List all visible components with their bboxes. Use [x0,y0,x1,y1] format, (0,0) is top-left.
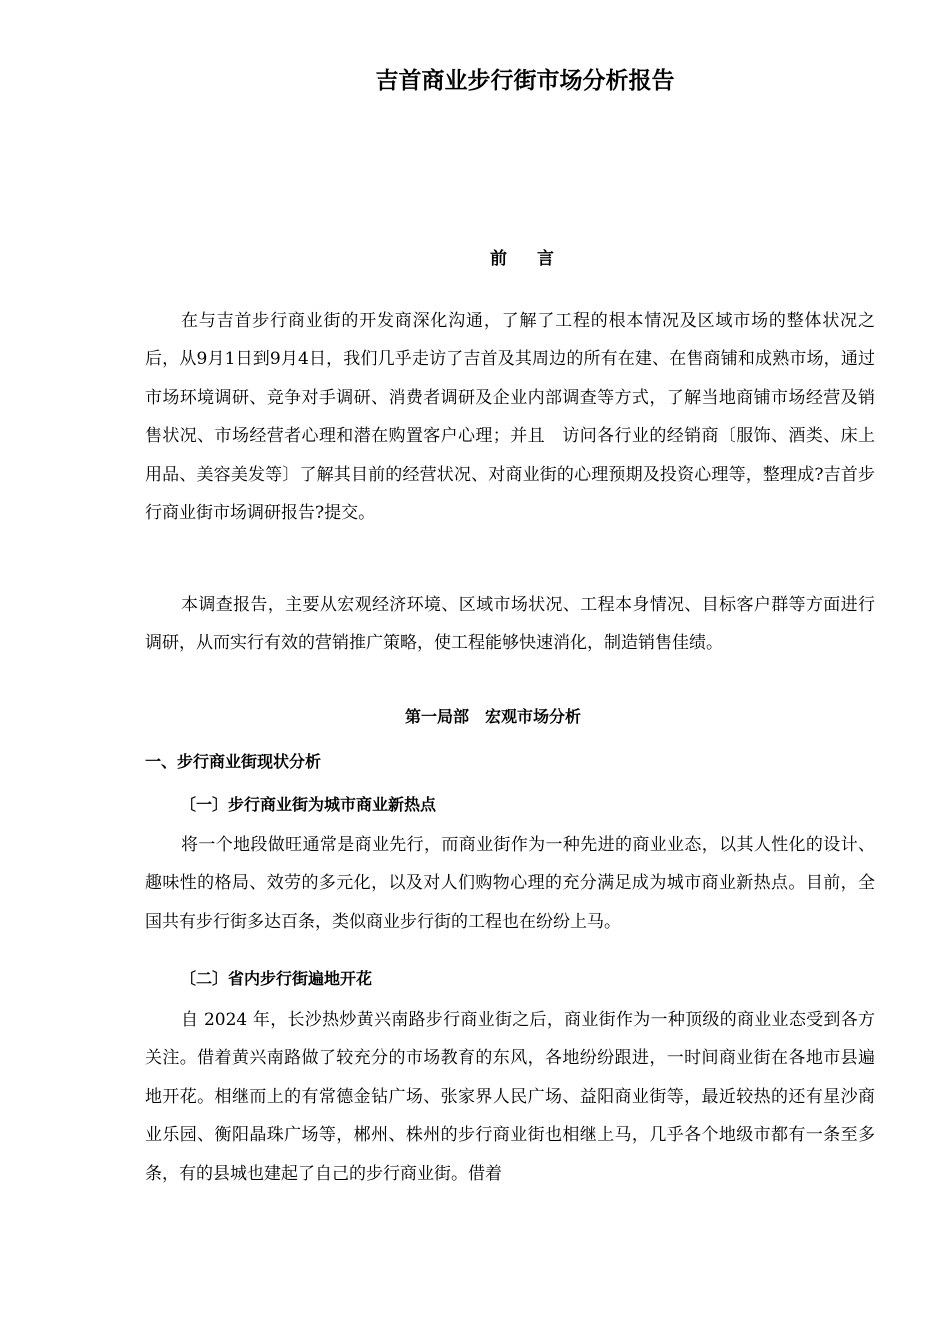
part-heading: 第一局部 宏观市场分析 [405,707,582,726]
preface-heading: 前言 [490,249,584,269]
subsection-2-heading: 〔二〕省内步行街遍地开花 [180,969,373,988]
preface-paragraph-1: 在与吉首步行商业街的开发商深化沟通，了解了工程的根本情况及区域市场的整体状况之后，从9月1日到9月4日，我们几乎走访了吉首及其周边的所有在建、在售商铺和成熟市场，通过市场环境调研、竞争对手调研、消费者调研及企业内部调查等方式，了解当地商铺市场经营及销售状况、市场经营者心理和潜在购置客户心理；并且 访问各行业的经销商〔服饰、酒类、床上用品、美容美发等〕了解其目前的经营状况、对商业街的心理预期及投资心理等，整理成?吉首步行商业街市场调研报告?提交。 [145,311,875,524]
subsection-1-paragraph: 将一个地段做旺通常是商业先行，而商业街作为一种先进的商业业态，以其人性化的设计、趣味性的格局、效劳的多元化，以及对人们购物心理的充分满足成为城市商业新热点。目前，全国共有步行街多达百条，类似商业步行街的工程也在纷纷上马。 [145,835,875,932]
document-title: 吉首商业步行街市场分析报告 [375,68,675,94]
subsection-2-paragraph: 自 2024 年，长沙热炒黄兴南路步行商业街之后，商业街作为一种顶级的商业业态受到各方关注。借着黄兴南路做了较充分的市场教育的东风，各地纷纷跟进，一时间商业街在各地市县遍地开花。相继而上的有常德金钻广场、张家界人民广场、益阳商业街等，最近较热的还有星沙商业乐园、衡阳晶珠广场等，郴州、株州的步行商业街也相继上马，几乎各个地级市都有一条至多条，有的县城也建起了自己的步行商业街。借着 [145,1010,875,1184]
section-heading: 一、步行商业街现状分析 [145,752,322,771]
subsection-1-heading: 〔一〕步行商业街为城市商业新热点 [180,795,437,814]
preface-paragraph-2: 本调查报告，主要从宏观经济环境、区域市场状况、工程本身情况、目标客户群等方面进行调研，从而实行有效的营销推广策略，使工程能够快速消化，制造销售佳绩。 [145,595,875,654]
